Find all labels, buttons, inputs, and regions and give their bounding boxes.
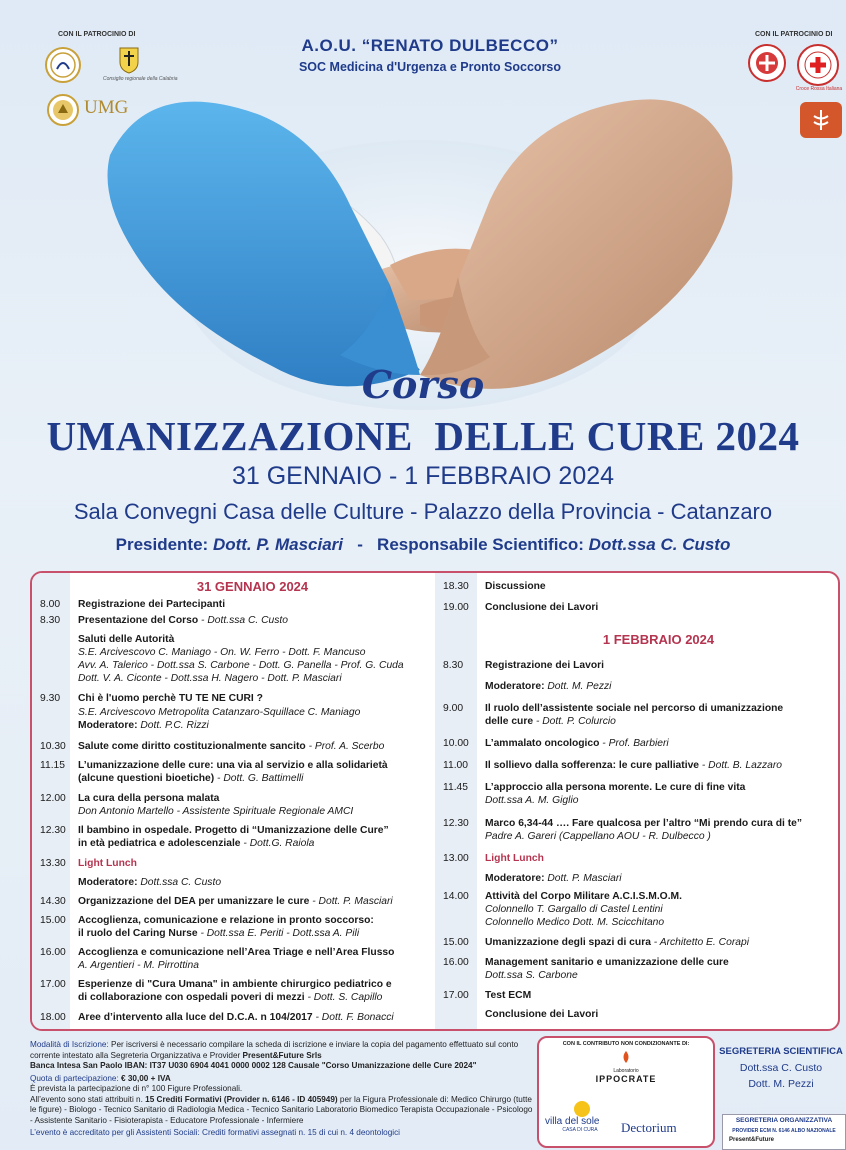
- agenda-text: [78, 647, 435, 659]
- agenda-text: [78, 877, 435, 889]
- agenda-text: [485, 873, 840, 885]
- scientific-secretariat-name-2: Dott. M. Pezzi: [748, 1078, 814, 1090]
- day2-heading: 1 FEBBRAIO 2024: [602, 632, 715, 647]
- agenda-text: [78, 979, 435, 991]
- agenda-time: 9.30: [40, 693, 61, 704]
- agenda-time: 18.00: [40, 1012, 66, 1023]
- organizing-secretariat-heading: SEGRETERIA ORGANIZZATIVA: [735, 1117, 833, 1124]
- agenda-text: [485, 660, 840, 672]
- president-label: Presidente:: [115, 535, 209, 554]
- agenda-text: [485, 904, 840, 916]
- organizing-name: Present&Future: [729, 1137, 775, 1143]
- agenda-detail: - Dott.G. Raiola: [240, 838, 315, 849]
- agenda-text: [78, 858, 435, 870]
- agenda-title: Conclusione dei Lavori: [485, 602, 599, 613]
- agenda-row: [32, 825, 435, 837]
- sponsors-heading: CON IL CONTRIBUTO NON CONDIZIONANTE DI:: [562, 1041, 690, 1047]
- agenda-detail: - Prof. A. Scerbo: [305, 741, 385, 752]
- agenda-row: [32, 634, 435, 646]
- agenda-detail: Dott.ssa C. Custo: [137, 877, 222, 888]
- agenda-row: [32, 915, 435, 927]
- agenda-title: Umanizzazione degli spazi di cura: [485, 937, 651, 948]
- agenda-row: [32, 720, 435, 732]
- agenda-row: [435, 703, 840, 715]
- agenda-time: 14.00: [443, 891, 469, 902]
- agenda-detail: - Dott.ssa E. Periti - Dott.ssa A. Pili: [197, 928, 360, 939]
- agenda-time: [435, 904, 485, 916]
- agenda-text: [485, 937, 840, 949]
- agenda-time: 17.00: [443, 990, 469, 1001]
- agenda-time: [435, 1009, 485, 1021]
- red-cross-seal-icon: [797, 44, 839, 86]
- agenda-row: [435, 873, 840, 885]
- fee-label: Quota di partecipazione:: [30, 1073, 119, 1083]
- agenda-text: [485, 716, 840, 728]
- agenda-time: 10.30: [40, 741, 66, 752]
- agenda-row: [435, 1009, 840, 1021]
- agenda-title: Marco 6,34-44 …. Fare qualcosa per l’altro “Mi prendo cura di te”: [485, 818, 803, 829]
- agenda-text: [78, 693, 435, 705]
- agenda-time: 8.30: [40, 615, 61, 626]
- agenda-title: Saluti delle Autorità: [78, 634, 175, 645]
- agenda-title: Organizzazione del DEA per umanizzare le cure: [78, 896, 310, 907]
- agenda-title: delle cure: [485, 716, 534, 727]
- agenda-title: Il bambino in ospedale. Progetto di “Umanizzazione delle Cure”: [78, 825, 389, 836]
- program-box: [30, 571, 840, 1031]
- agenda-row: [435, 681, 840, 693]
- agenda-title: Moderatore:: [485, 873, 545, 884]
- agenda-text: [485, 891, 840, 903]
- agenda-detail: Dott.ssa A. M. Giglio: [485, 795, 579, 806]
- agenda-text: [485, 970, 840, 982]
- agenda-row: [435, 581, 840, 593]
- agenda-title: Conclusione dei Lavori: [485, 1009, 599, 1020]
- agenda-time: 17.00: [40, 979, 66, 990]
- agenda-text: [78, 992, 435, 1004]
- agenda-time: [435, 716, 485, 728]
- agenda-time: 12.30: [40, 825, 66, 836]
- agenda-row: [32, 928, 435, 940]
- agenda-row: [435, 818, 840, 830]
- agenda-row: [32, 992, 435, 1004]
- agenda-time: 15.00: [443, 937, 469, 948]
- umg-seal-icon: [47, 94, 79, 126]
- scientific-secretariat-name-1: Dott.ssa C. Custo: [739, 1062, 823, 1074]
- agenda-time: [32, 634, 78, 646]
- agenda-text: [78, 838, 435, 850]
- agenda-row: [435, 602, 840, 614]
- agenda-time: [435, 681, 485, 693]
- agenda-time: [32, 928, 78, 940]
- agenda-text: [78, 947, 435, 959]
- registration-label: Modalità di Iscrizione:: [30, 1040, 109, 1049]
- agenda-text: [78, 915, 435, 927]
- agenda-title: L’ammalato oncologico: [485, 738, 600, 749]
- agenda-detail: Avv. A. Talerico - Dott.ssa S. Carbone - Dott. G. Panella - Prof. G. Cuda: [78, 660, 404, 671]
- agenda-row: [435, 990, 840, 1002]
- agenda-detail: - Dott.ssa C. Custo: [198, 615, 289, 626]
- agenda-row: [435, 660, 840, 672]
- agenda-time: 12.30: [443, 818, 469, 829]
- agenda-title: L’umanizzazione delle cure: una via al servizio e alla solidarietà: [78, 760, 388, 771]
- agenda-time: [32, 773, 78, 785]
- agenda-text: [485, 917, 840, 929]
- agenda-time: 15.00: [40, 915, 66, 926]
- agenda-detail: Colonnello T. Gargallo di Castel Lentini: [485, 904, 663, 915]
- agenda-title: Light Lunch: [485, 853, 544, 864]
- villa-del-sole-logo: [545, 1108, 615, 1133]
- agenda-row: [435, 853, 840, 865]
- agenda-detail: S.E. Arcivescovo Metropolita Catanzaro-Squillace C. Maniago: [78, 707, 361, 718]
- agenda-text: [485, 957, 840, 969]
- course-label: Corso: [361, 362, 485, 407]
- course-roles: [0, 535, 846, 555]
- agenda-time: [32, 806, 78, 818]
- agenda-title: La cura della persona malata: [78, 793, 220, 804]
- patronage-right-label: CON IL PATROCINIO DI: [755, 31, 833, 38]
- agenda-time: [32, 707, 78, 719]
- agenda-row: [32, 707, 435, 719]
- university-seal-icon: [45, 47, 81, 83]
- agenda-row: [32, 773, 435, 785]
- agenda-time: 13.30: [40, 858, 66, 869]
- agenda-text: [78, 720, 435, 732]
- agenda-title: Test ECM: [485, 990, 532, 1001]
- agenda-row: [32, 599, 435, 611]
- agenda-title: Accoglienza e comunicazione nell’Area Triage e nell’Area Flusso: [78, 947, 395, 958]
- organization-title: [230, 36, 630, 74]
- agenda-text: [485, 831, 840, 843]
- course-title: UMANIZZAZIONE DELLE CURE 2024: [46, 413, 800, 459]
- scientific-lead-name: Dott.ssa C. Custo: [588, 535, 731, 554]
- agenda-time: [435, 831, 485, 843]
- lab-name: IPPOCRATE: [595, 1074, 657, 1084]
- agenda-row: [435, 716, 840, 728]
- agenda-text: [78, 660, 435, 672]
- department-name: SOC Medicina d'Urgenza e Pronto Soccorso: [298, 60, 562, 74]
- agenda-time: [435, 917, 485, 929]
- president-name: Dott. P. Masciari: [212, 535, 344, 554]
- agenda-row: [32, 1012, 435, 1024]
- agenda-time: 18.30: [443, 581, 469, 592]
- social-workers-line: L’evento è accreditato per gli Assistenti Sociali: Crediti formativi assegnati n. 15 di cui n. 4 deontologici: [30, 1128, 401, 1137]
- agenda-time: 11.45: [443, 782, 469, 793]
- agenda-detail: Dott. V. A. Ciconte - Dott.ssa H. Nagero - Dott. P. Masciari: [78, 673, 342, 684]
- agenda-title: Management sanitario e umanizzazione delle cure: [485, 957, 729, 968]
- agenda-time: 12.00: [40, 793, 66, 804]
- places-line: È prevista la partecipazione di n° 100 Figure Professionali.: [30, 1084, 243, 1093]
- agenda-row: [32, 838, 435, 850]
- agenda-row: [32, 877, 435, 889]
- villa-subtitle: CASA DI CURA: [562, 1127, 598, 1133]
- agenda-row: [32, 673, 435, 685]
- agenda-row: [32, 660, 435, 672]
- lab-logo: [539, 1050, 713, 1084]
- agenda-text: [78, 1012, 435, 1024]
- scientific-secretariat-heading: SEGRETERIA SCIENTIFICA: [719, 1046, 843, 1057]
- agenda-title: Attività del Corpo Militare A.C.I.S.M.O.M.: [485, 891, 682, 902]
- agenda-row: [32, 760, 435, 772]
- region-caption: Consiglio regionale della Calabria: [103, 76, 178, 82]
- agenda-time: 11.15: [40, 760, 66, 771]
- registration-text: Per iscriversi è necessario compilare la scheda di iscrizione e inviare la copia del pagamento effettuato sul conto corrente intestato alla Segreteria Organizzativa e Provider: [30, 1040, 519, 1060]
- agenda-text: [78, 773, 435, 785]
- agenda-title: Presentazione del Corso: [78, 615, 199, 626]
- agenda-detail: Padre A. Gareri (Cappellano AOU - R. Dulbecco ): [485, 831, 711, 842]
- agenda-time: [32, 960, 78, 972]
- agenda-time: [32, 720, 78, 732]
- agenda-text: [485, 581, 840, 593]
- agenda-text: [78, 599, 435, 611]
- military-corps-seal-icon: [748, 44, 786, 82]
- agenda-row: [435, 738, 840, 750]
- hospital-name: A.O.U. “RENATO DULBECCO”: [301, 36, 559, 55]
- agenda-time: 10.00: [443, 738, 469, 749]
- agenda-row: [32, 947, 435, 959]
- course-dates: 31 GENNAIO - 1 FEBBRAIO 2024: [231, 462, 615, 490]
- agenda-text: [78, 806, 435, 818]
- agenda-row: [435, 795, 840, 807]
- agenda-time: [32, 673, 78, 685]
- agenda-text: [485, 1009, 840, 1021]
- agenda-row: [32, 858, 435, 870]
- agenda-detail: Colonnello Medico Dott. M. Scicchitano: [485, 917, 665, 928]
- agenda-text: [485, 602, 840, 614]
- agenda-text: [78, 615, 435, 627]
- agenda-text: [485, 818, 840, 830]
- agenda-title: Il ruolo dell’assistente sociale nel percorso di umanizzazione: [485, 703, 784, 714]
- credits-bold: 15 Crediti Formativi (Provider n. 6146 - ID 405949): [145, 1094, 338, 1104]
- agenda-text: [485, 782, 840, 794]
- agenda-detail: - Architetto E. Corapi: [650, 937, 749, 948]
- roles-separator: -: [357, 535, 363, 554]
- agenda-text: [78, 793, 435, 805]
- course-venue: Sala Convegni Casa delle Culture - Palazzo della Provincia - Catanzaro: [73, 499, 773, 524]
- agenda-time: [32, 647, 78, 659]
- agenda-time: 11.00: [443, 760, 469, 771]
- agenda-title: Salute come diritto costituzionalmente sancito: [78, 741, 306, 752]
- agenda-text: [485, 853, 840, 865]
- agenda-detail: - Dott. P. Colurcio: [533, 716, 616, 727]
- agenda-detail: Dott. P. Masciari: [544, 873, 622, 884]
- organizing-provider: PROVIDER ECM N. 6146 ALBO NAZIONALE: [732, 1128, 836, 1134]
- agenda-title: (alcune questioni bioetiche): [78, 773, 215, 784]
- iban-line: Banca Intesa San Paolo IBAN: IT37 U030 6904 4041 0000 0002 128 Causale "Corso Umanizzazione delle Cure 2024": [30, 1061, 477, 1070]
- agenda-detail: Dott. M. Pezzi: [544, 681, 612, 692]
- agenda-time: 16.00: [40, 947, 66, 958]
- agenda-time: [32, 660, 78, 672]
- agenda-title: Light Lunch: [78, 858, 137, 869]
- agenda-time: 13.00: [443, 853, 469, 864]
- agenda-time: 16.00: [443, 957, 469, 968]
- flame-icon: [621, 1051, 631, 1063]
- agenda-time: 14.30: [40, 896, 66, 907]
- agenda-detail: - Prof. Barbieri: [599, 738, 669, 749]
- agenda-title: Il sollievo dalla sofferenza: le cure palliative: [485, 760, 700, 771]
- agenda-title: il ruolo del Caring Nurse: [78, 928, 198, 939]
- patronage-left-label: CON IL PATROCINIO DI: [58, 31, 136, 38]
- agenda-title: Chi è l'uomo perchè TU TE NE CURI ?: [78, 693, 263, 704]
- agenda-row: [32, 615, 435, 627]
- agenda-row: [32, 896, 435, 908]
- region-shield-icon: [118, 46, 140, 74]
- agenda-title: Moderatore:: [78, 877, 138, 888]
- agenda-text: [78, 741, 435, 753]
- agenda-text: [485, 703, 840, 715]
- agenda-detail: Dott. P.C. Rizzi: [137, 720, 209, 731]
- agenda-text: [78, 634, 435, 646]
- agenda-text: [78, 928, 435, 940]
- agenda-time: [435, 795, 485, 807]
- agenda-row: [32, 741, 435, 753]
- agenda-detail: - Dott. G. Battimelli: [214, 773, 304, 784]
- agenda-text: [78, 896, 435, 908]
- agenda-title: Esperienze di "Cura Umana" in ambiente chirurgico pediatrico e: [78, 979, 392, 990]
- agenda-detail: Don Antonio Martello - Assistente Spirituale Regionale AMCI: [78, 806, 354, 817]
- agenda-title: di collaborazione con ospedali poveri di mezzi: [78, 992, 305, 1003]
- dectorium-logo: Dectorium: [621, 1120, 677, 1135]
- agenda-detail: A. Argentieri - M. Pirrottina: [78, 960, 199, 971]
- agenda-row: [435, 970, 840, 982]
- agenda-text: [485, 795, 840, 807]
- agenda-detail: - Dott. S. Capillo: [304, 992, 383, 1003]
- villa-name: villa del sole: [545, 1116, 600, 1127]
- agenda-row: [32, 979, 435, 991]
- agenda-row: [435, 782, 840, 794]
- agenda-text: [78, 760, 435, 772]
- agenda-title: Registrazione dei Lavori: [485, 660, 605, 671]
- medical-association-logo-icon: [800, 102, 842, 138]
- agenda-time: 9.00: [443, 703, 464, 714]
- agenda-text: [485, 990, 840, 1002]
- agenda-title: in età pediatrica e adolescenziale: [78, 838, 241, 849]
- scientific-lead-label: Responsabile Scientifico:: [377, 535, 584, 554]
- agenda-time: [435, 873, 485, 885]
- agenda-title: Accoglienza, comunicazione e relazione in pronto soccorso:: [78, 915, 374, 926]
- credits-post: per la Figura Professionale di: Medico Chirurgo (tutte le figure) - Biologo - Tecnico Sanitario di Radiologia Medica - Tecnico Sanitario Laboratorio Biomedico Terapista Occupazionale - Psicologo - Assistente Sanitario - Fisioterapista - Educatore Professionale - Infermiere: [30, 1094, 533, 1125]
- agenda-text: [485, 681, 840, 693]
- agenda-title: Registrazione dei Partecipanti: [78, 599, 226, 610]
- scientific-secretariat: [718, 1046, 844, 1090]
- organizing-secretariat: [722, 1114, 846, 1150]
- agenda-detail: S.E. Arcivescovo C. Maniago - On. W. Ferro - Dott. F. Mancuso: [78, 647, 366, 658]
- agenda-text: [78, 707, 435, 719]
- agenda-time: [32, 877, 78, 889]
- agenda-time: [32, 992, 78, 1004]
- agenda-text: [78, 960, 435, 972]
- agenda-row: [435, 760, 840, 772]
- agenda-detail: - Dott. B. Lazzaro: [699, 760, 783, 771]
- agenda-row: [435, 957, 840, 969]
- agenda-text: [78, 825, 435, 837]
- agenda-detail: - Dott. P. Masciari: [309, 896, 393, 907]
- provider-name: Present&Future Srls: [242, 1050, 322, 1060]
- agenda-row: [435, 937, 840, 949]
- agenda-row: [435, 917, 840, 929]
- agenda-title: Discussione: [485, 581, 546, 592]
- agenda-time: [435, 970, 485, 982]
- agenda-detail: Dott.ssa S. Carbone: [485, 970, 578, 981]
- agenda-row: [32, 693, 435, 705]
- agenda-title: L’approccio alla persona morente. Le cure di fine vita: [485, 782, 746, 793]
- agenda-row: [435, 891, 840, 903]
- agenda-text: [485, 738, 840, 750]
- fee-value: € 30,00 + IVA: [118, 1073, 171, 1083]
- agenda-title: Moderatore:: [78, 720, 138, 731]
- agenda-time: 19.00: [443, 602, 469, 613]
- redcross-caption: Croce Rossa Italiana: [795, 86, 843, 92]
- agenda-row: [32, 960, 435, 972]
- day1-heading: 31 GENNAIO 2024: [196, 579, 309, 594]
- umg-logo-text: UMG: [84, 97, 129, 118]
- agenda-row: [435, 831, 840, 843]
- sponsors-box: [537, 1036, 715, 1148]
- agenda-row: [32, 647, 435, 659]
- agenda-row: [32, 806, 435, 818]
- agenda-detail: - Dott. F. Bonacci: [312, 1012, 394, 1023]
- agenda-title: Aree d’intervento alla luce del D.C.A. n 104/2017: [78, 1012, 313, 1023]
- registration-info: [30, 1040, 535, 1139]
- agenda-title: Moderatore:: [485, 681, 545, 692]
- agenda-text: [78, 673, 435, 685]
- agenda-time: [32, 838, 78, 850]
- agenda-time: 8.00: [40, 599, 61, 610]
- agenda-row: [32, 793, 435, 805]
- agenda-row: [435, 904, 840, 916]
- credits-pre: All’evento sono stati attribuiti n.: [30, 1094, 146, 1104]
- agenda-text: [485, 760, 840, 772]
- lab-subtitle: Laboratorio: [613, 1068, 639, 1074]
- agenda-time: 8.30: [443, 660, 464, 671]
